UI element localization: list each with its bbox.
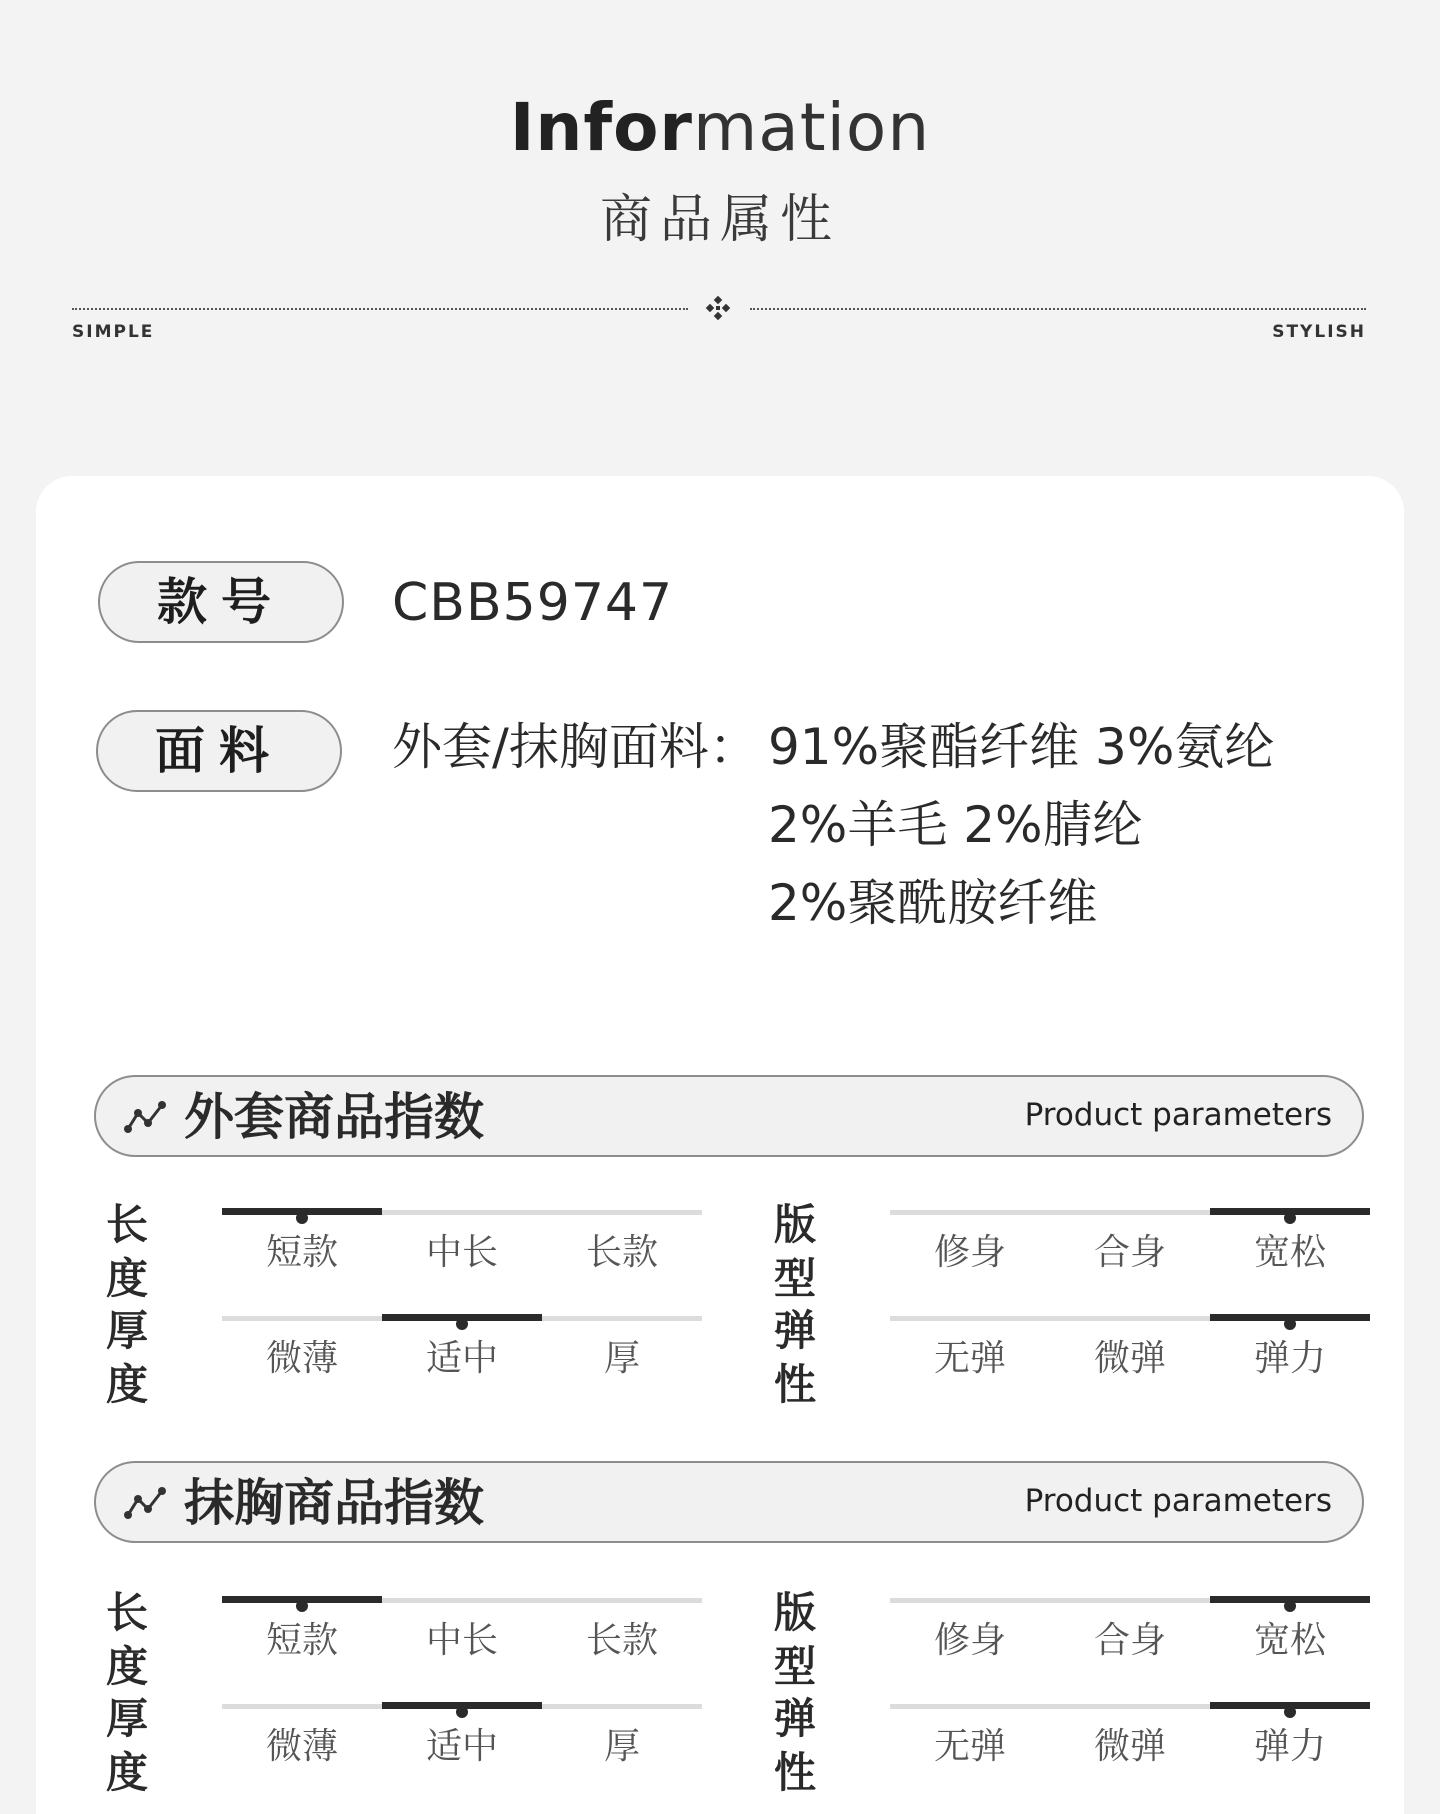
scale-marker bbox=[1284, 1318, 1296, 1330]
scale-option: 微薄 bbox=[265, 1338, 338, 1379]
scale-label: 长度 bbox=[106, 1588, 149, 1691]
page-title bbox=[0, 88, 1440, 168]
scale-option: 宽松 bbox=[1253, 1232, 1326, 1273]
scale-option: 短款 bbox=[265, 1620, 338, 1661]
scale-option: 长款 bbox=[585, 1620, 658, 1661]
scale-option: 无弹 bbox=[933, 1338, 1006, 1379]
scale-option: 短款 bbox=[265, 1232, 338, 1273]
scale-option: 适中 bbox=[425, 1338, 498, 1379]
scale-label: 版型 bbox=[774, 1588, 817, 1691]
scale-marker bbox=[296, 1212, 308, 1224]
scale-option: 中长 bbox=[425, 1620, 498, 1661]
scale-label: 厚度 bbox=[106, 1306, 149, 1409]
scale-option: 微弹 bbox=[1093, 1726, 1166, 1767]
scale-option: 长款 bbox=[585, 1232, 658, 1273]
scale-label: 厚度 bbox=[106, 1694, 149, 1797]
scale-option: 弹力 bbox=[1253, 1338, 1326, 1379]
code-label-pill: 款号 bbox=[98, 561, 344, 643]
scale-option: 中长 bbox=[425, 1232, 498, 1273]
scale-option: 厚 bbox=[603, 1338, 640, 1379]
section-subtitle: Product parameters bbox=[1024, 1097, 1332, 1133]
dotted-divider-left bbox=[72, 308, 688, 310]
scale-option: 修身 bbox=[933, 1620, 1006, 1661]
fabric-line: 91%聚酯纤维 3%氨纶 bbox=[768, 718, 1275, 776]
fabric-line: 2%聚酰胺纤维 bbox=[768, 874, 1098, 932]
simple-label: SIMPLE bbox=[72, 322, 155, 342]
scale-option: 适中 bbox=[425, 1726, 498, 1767]
scale-label: 弹性 bbox=[774, 1306, 817, 1409]
trend-line-icon bbox=[122, 1097, 170, 1137]
section-banner bbox=[94, 1075, 1364, 1157]
scale-label: 长度 bbox=[106, 1200, 149, 1303]
scale-marker bbox=[1284, 1212, 1296, 1224]
scale-option: 宽松 bbox=[1253, 1620, 1326, 1661]
scale-option: 合身 bbox=[1093, 1232, 1166, 1273]
scale-option: 微薄 bbox=[265, 1726, 338, 1767]
scale-marker bbox=[456, 1706, 468, 1718]
section-title: 抹胸商品指数 bbox=[184, 1474, 484, 1532]
section-title: 外套商品指数 bbox=[184, 1088, 484, 1146]
fabric-line: 2%羊毛 2%腈纶 bbox=[768, 796, 1143, 854]
stylish-label: STYLISH bbox=[1272, 322, 1366, 342]
dotted-divider-right bbox=[750, 308, 1366, 310]
section-banner bbox=[94, 1461, 1364, 1543]
scale-option: 修身 bbox=[933, 1232, 1006, 1273]
fabric-label-pill: 面料 bbox=[96, 710, 342, 792]
trend-line-icon bbox=[122, 1483, 170, 1523]
scale-marker bbox=[1284, 1600, 1296, 1612]
scale-option: 无弹 bbox=[933, 1726, 1006, 1767]
scale-option: 弹力 bbox=[1253, 1726, 1326, 1767]
scale-marker bbox=[296, 1600, 308, 1612]
scale-label: 版型 bbox=[774, 1200, 817, 1303]
scale-marker bbox=[1284, 1706, 1296, 1718]
fabric-key: 外套/抹胸面料： bbox=[392, 718, 759, 776]
title-bold: Infor bbox=[509, 89, 693, 166]
code-value: CBB59747 bbox=[392, 573, 674, 633]
scale-marker bbox=[456, 1318, 468, 1330]
diamond-ornament-icon bbox=[704, 294, 732, 322]
title-light: mation bbox=[692, 89, 931, 166]
scale-option: 微弹 bbox=[1093, 1338, 1166, 1379]
page-subtitle: 商品属性 bbox=[599, 190, 840, 250]
scale-label: 弹性 bbox=[774, 1694, 817, 1797]
scale-option: 厚 bbox=[603, 1726, 640, 1767]
scale-option: 合身 bbox=[1093, 1620, 1166, 1661]
section-subtitle: Product parameters bbox=[1024, 1483, 1332, 1519]
